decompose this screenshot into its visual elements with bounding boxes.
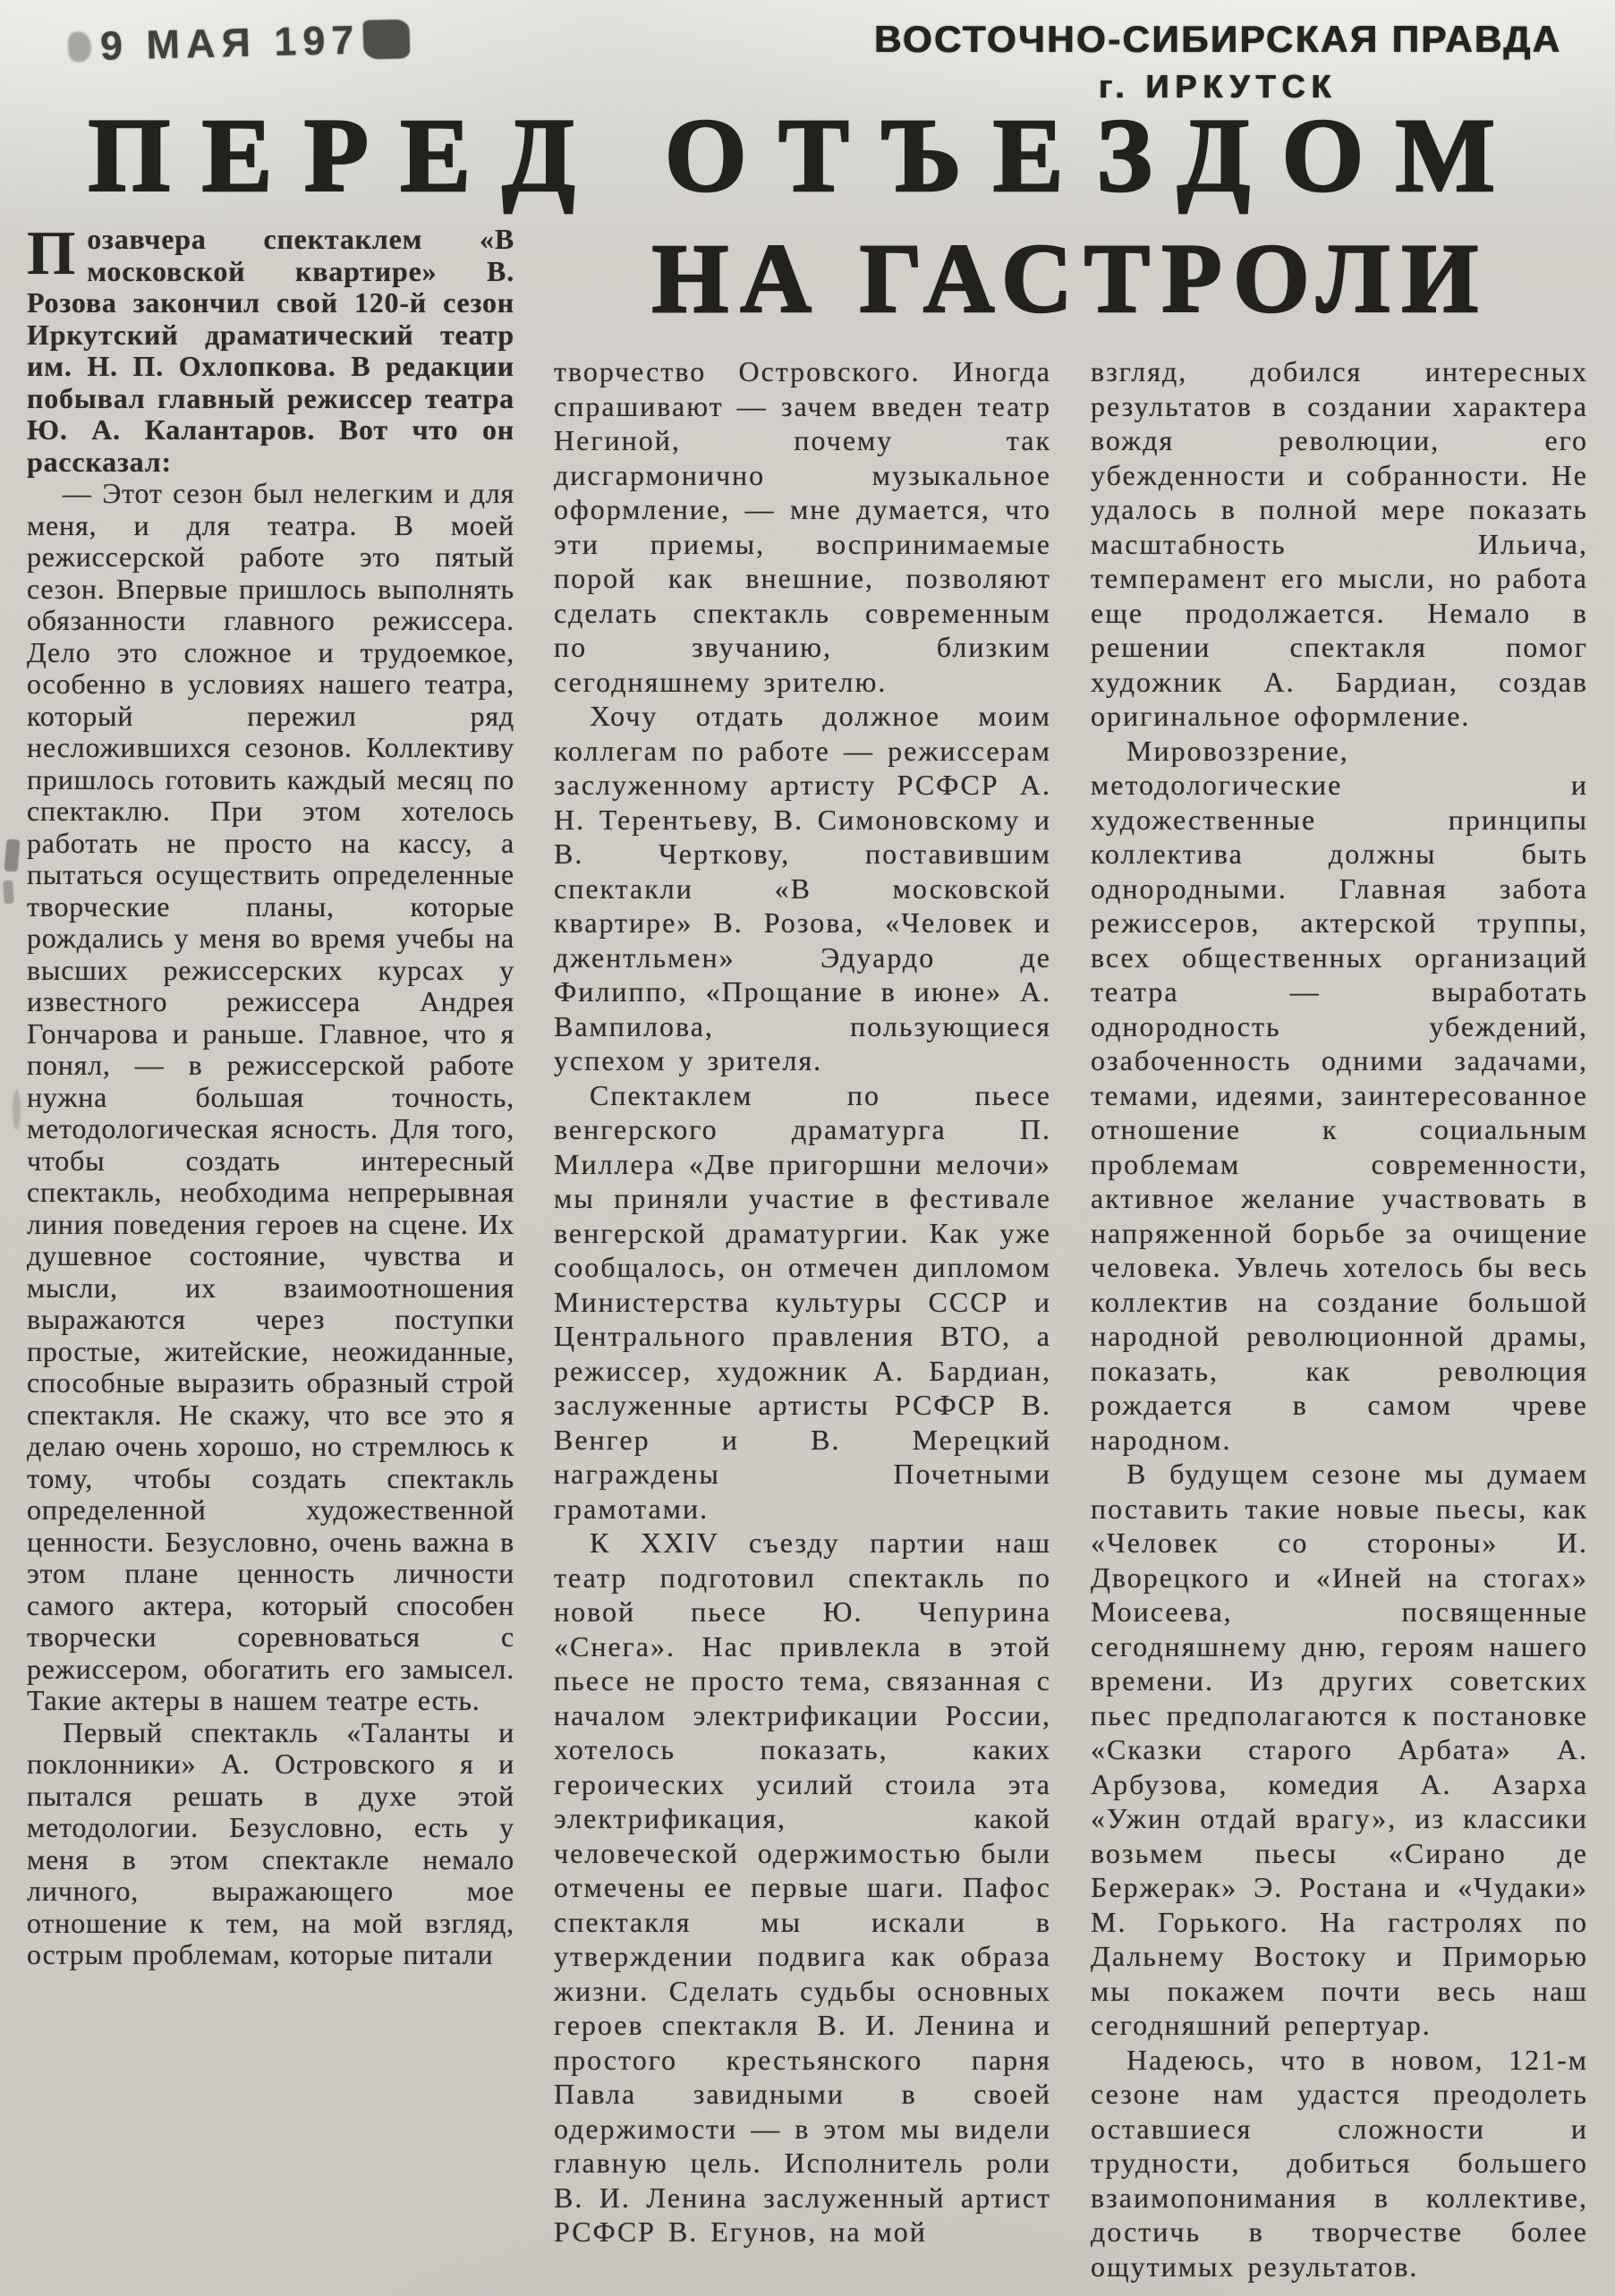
drop-cap: П xyxy=(27,219,77,289)
article-paragraph: В будущем сезоне мы думаем поставить такие новые пьесы, как «Человек со стороны» И. Дворецкого и «Иней на стогах» Моисеева, посвященные сегодняшнему дню, героям нашего времени. Из других советских пьес предполагаются к постановке «Сказки старого Арбата» А. Арбузова, комедия А. Азарха «Ужин отдай врагу», из классики возьмем пьесы «Сирано де Бержерак» Э. Ростана и «Чудаки» М. Горького. На гастролях по Дальнему Востоку и Приморью мы покажем почти весь наш сегодняшний репертуар. xyxy=(1091,1458,1588,2042)
article-body xyxy=(27,219,1588,2283)
date-stamp xyxy=(67,15,411,70)
article-paragraph: — Этот сезон был нелегким и для меня, и для театра. В моей режиссерской работе это пятый сезон. Впервые пришлось выполнять обязанности главного режиссера. Дело это сложное и трудоемкое, особенно в условиях нашего театра, который пережил ряд несложившихся сезонов. Коллективу пришлось готовить каждый месяц по спектаклю. При этом хотелось работать не просто на кассу, а пытаться осуществить определенные творческие планы, которые рождались у меня во время учебы на высших режиссерских курсах у известного режиссера Андрея Гончарова и раньше. Главное, что я понял, — в режиссерской работе нужна большая точность, методологическая ясность. Для того, чтобы создать интересный спектакль, необходима непрерывная линия поведения героев на сцене. Их душевное состояние, чувства и мысли, их взаимоотношения выражаются через поступки простые, житейские, неожиданные, способные выразить образный строй спектакля. Не скажу, что все это я делаю очень хорошо, но стремлюсь к тому, чтобы создать спектакль определенной художественной ценности. Безусловно, очень важна в этом плане ценность личности самого актера, который способен творчески соревноваться с режиссером, обогатить его замысел. Такие актеры в нашем театре есть. xyxy=(27,477,514,1717)
ink-smudge-icon xyxy=(68,31,92,63)
newspaper-name: ВОСТОЧНО-СИБИРСКАЯ ПРАВДА xyxy=(873,18,1562,60)
headline-line2: НА ГАСТРОЛИ xyxy=(651,224,1491,334)
lead-paragraph xyxy=(27,219,514,478)
article-paragraph: творчество Островского. Иногда спрашивают — зачем введен театр Негиной, почему так дисгармонично музыкальное оформление, — мне думается, что эти приемы, воспринимаемые порой как внешние, позволяют сделать спектакль современным по звучанию, близким сегодняшнему зрителю. xyxy=(554,355,1051,698)
columns-2-3 xyxy=(554,354,1588,2283)
newspaper-city: г. ИРКУТСК xyxy=(1098,68,1338,105)
lead-text: озавчера спектаклем «В московской квартире» В. Розова закончил свой 120-й сезон Иркутский драматический театр им. Н. П. Охлопкова. В редакции побывал главный режиссер театра Ю. А. Калантаров. Вот что он рассказал: xyxy=(27,223,514,478)
scan-artifact xyxy=(13,1090,21,1129)
article-paragraph: Мировоззрение, методологические и художественные принципы коллектива должны быть однородными. Главная забота режиссеров, актерской труппы, всех общественных организаций театра — выработать однородность убеждений, озабоченность одними задачами, темами, идеями, заинтересованное отношение к социальным проблемам современности, активное желание участвовать в напряженной борьбе за очищение человека. Увлечь хотелось бы весь коллектив на создание большой народной революционной драмы, показать, как революция рождается в самом чреве народном. xyxy=(1091,734,1588,1456)
scan-artifact xyxy=(4,838,20,872)
article-column-2 xyxy=(554,354,1051,2283)
article-column-1 xyxy=(27,219,514,1971)
article-paragraph: взгляд, добился интересных результатов в создании характера вождя революции, его убежденности и собранности. Не удалось в полной мере показать масштабность Ильича, темперамент его мысли, но работа еще продолжается. Немало в решении спектакля помог художник А. Бардиан, создав оригинальное оформление. xyxy=(1091,355,1588,733)
article-paragraph: Спектаклем по пьесе венгерского драматурга П. Миллера «Две пригоршни мелочи» мы приняли участие в фестивале венгерской драматургии. Как уже сообщалось, он отмечен дипломом Министерства культуры СССР и Центрального правления ВТО, а режиссер, художник А. Бардиан, заслуженные артисты РСФСР В. Венгер и В. Мерецкий награждены Почетными грамотами. xyxy=(554,1078,1051,1525)
newspaper-stamp xyxy=(860,18,1576,106)
article-right-section xyxy=(554,224,1588,2283)
column-1-paragraphs xyxy=(27,478,514,1971)
date-stamp-text: 9 МАЯ 197 xyxy=(99,16,361,69)
masthead-area xyxy=(27,0,1588,105)
headline-line1: ПЕРЕД ОТЪЕЗДОМ xyxy=(88,97,1527,214)
article-paragraph: Первый спектакль «Таланты и поклонники» А. Островского я и пытался решать в духе этой методологии. Безусловно, есть у меня в этом спектакле немало личного, выражающего мое отношение к тем, на мой взгляд, острым проблемам, которые питали xyxy=(27,1715,514,1971)
ink-smudge-icon xyxy=(363,19,411,59)
article-paragraph: Хочу отдать должное моим коллегам по работе — режиссерам заслуженному артисту РСФСР А. Н. Терентьеву, В. Симоновскому и В. Черткову, поставившим спектакли «В московской квартире» В. Розова, «Человек и джентльмен» Эдуардо де Филиппо, «Прощание в июне» А. Вампилова, пользующиеся успехом у зрителя. xyxy=(554,700,1051,1077)
article-paragraph: Надеюсь, что в новом, 121-м сезоне нам удастся преодолеть оставшиеся сложности и трудности, добиться большего взаимопонимания в коллективе, достичь в творчестве более ощутимых результатов. xyxy=(1091,2043,1588,2283)
article-column-3 xyxy=(1091,354,1588,2283)
scan-artifact xyxy=(3,880,14,905)
article-paragraph: К XXIV съезду партии наш театр подготовил спектакль по новой пьесе Ю. Чепурина «Снега». Нас привлекла в этой пьесе не просто тема, связанная с началом электрификации России, хотелось показать, каких героических усилий стоила эта электрификация, какой человеческой одержимостью были отмечены ее первые шаги. Пафос спектакля мы искали в утверждении подвига как образа жизни. Сделать судьбы основных героев спектакля В. И. Ленина и простого крестьянского парня Павла завидными в своей одержимости — в этом мы видели главную цель. Исполнитель роли В. И. Ленина заслуженный артист РСФСР В. Егунов, на мой xyxy=(554,1526,1051,2249)
